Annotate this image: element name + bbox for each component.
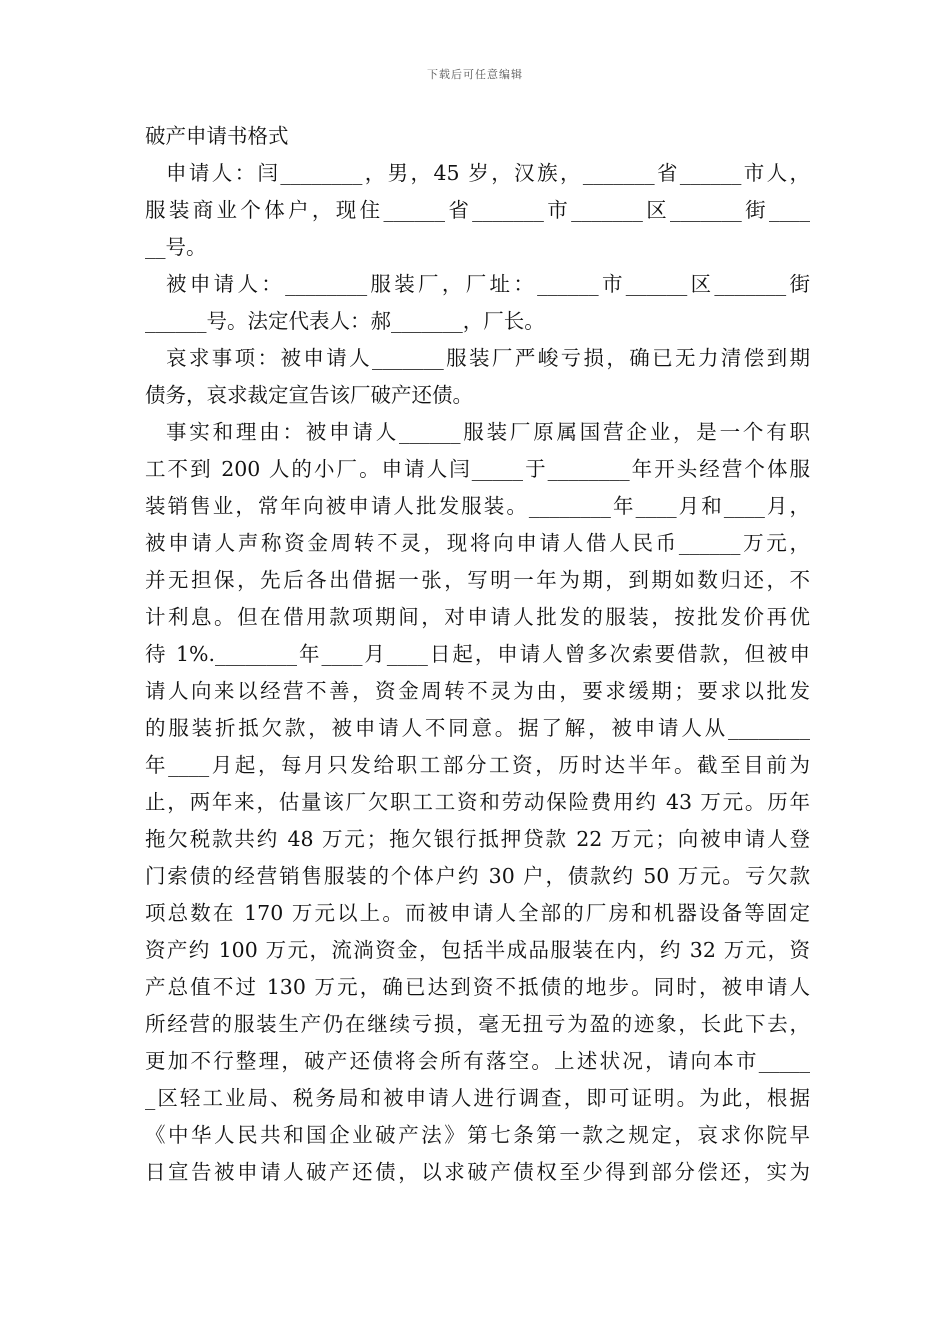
respondent-line-2: ______号。法定代表人：郝_______，厂长。 <box>145 309 545 333</box>
facts-line-17: 所经营的服装生产仍在继续亏损，毫无扭亏为盈的迹象，长此下去， <box>145 1012 810 1036</box>
facts-line-9: 的服装折抵欠款，被申请人不同意。据了解，被申请人从________ <box>145 716 810 740</box>
facts-line-5: 并无担保，先后各出借据一张，写明一年为期，到期如数归还，不 <box>145 568 810 592</box>
respondent-line-1: 被申请人：________服装厂，厂址：______市______区_______街 <box>166 272 810 296</box>
facts-line-14: 项总数在 170 万元以上。而被申请人全部的厂房和机器设备等固定 <box>145 901 810 925</box>
facts-line-7: 待 1%.________年____月____日起，申请人曾多次索要借款，但被申 <box>145 642 810 666</box>
facts-line-8: 请人向来以经营不善，资金周转不灵为由，要求缓期；要求以批发 <box>145 679 810 703</box>
facts-line-10: 年____月起，每月只发给职工部分工资，历时达半年。截至目前为 <box>145 753 810 777</box>
header-note: 下载后可任意编辑 <box>427 68 523 81</box>
facts-line-15: 资产约 100 万元，流淌资金，包括半成品服装在内，约 32 万元，资 <box>145 938 810 962</box>
facts-line-18: 更加不行整理，破产还债将会所有落空。上述状况，请向本市_____ <box>145 1049 810 1073</box>
applicant-line-3: __号。 <box>145 235 207 259</box>
facts-line-19: _区轻工业局、税务局和被申请人进行调查，即可证明。为此，根据 <box>145 1086 810 1110</box>
facts-line-3: 装销售业，常年向被申请人批发服装。________年____月和____月， <box>145 494 810 518</box>
facts-line-1: 事实和理由：被申请人______服装厂原属国营企业，是一个有职 <box>166 420 810 444</box>
request-line-1: 哀求事项：被申请人_______服装厂严峻亏损，确已无力清偿到期 <box>166 346 810 370</box>
applicant-line-1: 申请人：闫________，男，45 岁，汉族，_______省______市人， <box>166 161 810 185</box>
document-body <box>145 118 810 1191</box>
facts-line-12: 拖欠税款共约 48 万元；拖欠银行抵押贷款 22 万元；向被申请人登 <box>145 827 810 851</box>
facts-line-13: 门索债的经营销售服装的个体户约 30 户，债款约 50 万元。亏欠款 <box>145 864 810 888</box>
facts-line-4: 被申请人声称资金周转不灵，现将向申请人借人民币______万元， <box>145 531 810 555</box>
facts-line-2: 工不到 200 人的小厂。申请人闫_____于________年开头经营个体服 <box>145 457 810 481</box>
facts-line-20: 《中华人民共和国企业破产法》第七条第一款之规定，哀求你院早 <box>145 1123 810 1147</box>
document-title: 破产申请书格式 <box>145 124 289 148</box>
applicant-line-2: 服装商业个体户，现住______省_______市_______区_______街____ <box>145 198 810 222</box>
facts-line-6: 计利息。但在借用款项期间，对申请人批发的服装，按批发价再优 <box>145 605 810 629</box>
facts-line-21: 日宣告被申请人破产还债，以求破产债权至少得到部分偿还，实为 <box>145 1160 810 1184</box>
facts-line-16: 产总值不过 130 万元，确已达到资不抵债的地步。同时，被申请人 <box>145 975 810 999</box>
facts-line-11: 止，两年来，估量该厂欠职工工资和劳动保险费用约 43 万元。历年 <box>145 790 810 814</box>
request-line-2: 债务，哀求裁定宣告该厂破产还债。 <box>145 383 473 407</box>
